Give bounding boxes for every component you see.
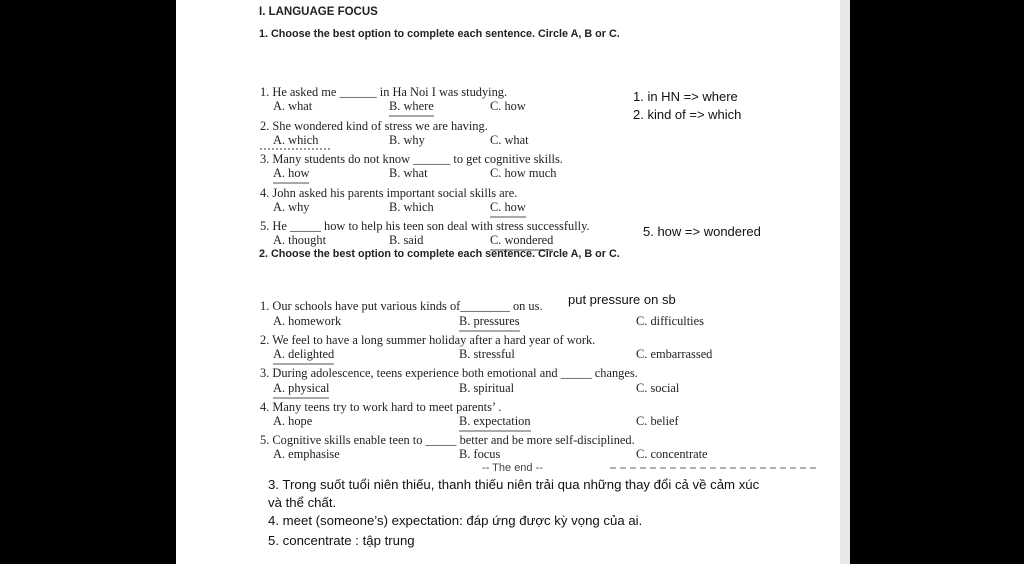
note-translation-3-cont: và thể chất. [268, 495, 337, 510]
p2-q1-opt-c: C. difficulties [636, 314, 704, 328]
note-expectation: 4. meet (someone’s) expectation: đáp ứng được kỳ vọng của ai. [268, 513, 643, 528]
note-q1: 1. in HN => where [633, 89, 738, 104]
p2-q5-sentence: 5. Cognitive skills enable teen to _____ better and be more self-disciplined. [260, 433, 635, 447]
p1-q2-opt-a: A. which [273, 133, 319, 147]
p2-q1-opt-b: B. pressures [459, 314, 520, 332]
p1-q5-opt-c: C. wondered [490, 233, 553, 251]
p2-q2-opt-c: C. embarrassed [636, 347, 713, 361]
p1-q2-opt-b: B. why [389, 133, 425, 147]
p2-q3-opt-c: C. social [636, 381, 680, 395]
p1-q3-opt-c: C. how much [490, 166, 557, 180]
scribble-line [610, 467, 816, 469]
p1-q2-sentence: 2. She wondered kind of stress we are having. [260, 119, 488, 133]
p1-q5-opt-a: A. thought [273, 233, 327, 247]
p1-q3-sentence: 3. Many students do not know ______ to get cognitive skills. [260, 152, 563, 166]
end-marker: -- The end -- [482, 462, 543, 474]
p1-q5-opt-b: B. said [389, 233, 424, 247]
p2-q5-opt-b: B. focus [459, 447, 501, 461]
p1-q1-opt-a: A. what [273, 99, 313, 113]
p2-q3-opt-a: A. physical [273, 381, 329, 399]
part2-heading: 2. Choose the best option to complete each sentence. Circle A, B or C. [259, 248, 620, 260]
p1-q2-opt-c: C. what [490, 133, 529, 147]
p2-q2-sentence: 2. We feel to have a long summer holiday after a hard year of work. [260, 333, 596, 347]
p1-q4-opt-a: A. why [273, 200, 310, 214]
p2-q4-opt-b: B. expectation [459, 414, 531, 432]
p1-q1-opt-c: C. how [490, 99, 526, 113]
p2-q2-opt-a: A. delighted [273, 347, 334, 365]
note-translation-3: 3. Trong suốt tuổi niên thiếu, thanh thiếu niên trải qua những thay đổi cả về cảm xúc [268, 477, 760, 492]
underline-mark [260, 148, 330, 150]
p1-q3-opt-b: B. what [389, 166, 428, 180]
p2-q5-opt-c: C. concentrate [636, 447, 708, 461]
p1-q3-opt-a: A. how [273, 166, 309, 184]
p2-q1-sentence: 1. Our schools have put various kinds of________ on us. [260, 299, 543, 313]
p2-q4-opt-a: A. hope [273, 414, 313, 428]
p1-q1-sentence: 1. He asked me ______ in Ha Noi I was studying. [260, 85, 508, 99]
p2-q4-opt-c: C. belief [636, 414, 679, 428]
p1-q4-sentence: 4. John asked his parents important social skills are. [260, 186, 518, 200]
p1-q4-opt-c: C. how [490, 200, 526, 218]
part1-heading: 1. Choose the best option to complete each sentence. Circle A, B or C. [259, 28, 620, 40]
p1-q5-sentence: 5. He _____ how to help his teen son deal with stress successfully. [260, 219, 590, 233]
p2-q2-opt-b: B. stressful [459, 347, 515, 361]
p2-q3-sentence: 3. During adolescence, teens experience both emotional and _____ changes. [260, 366, 638, 380]
note-pressure: put pressure on sb [568, 292, 676, 307]
p1-q4-opt-b: B. which [389, 200, 434, 214]
note-q5: 5. how => wondered [643, 224, 761, 239]
p2-q1-opt-a: A. homework [273, 314, 342, 328]
worksheet-page [176, 0, 840, 564]
p2-q3-opt-b: B. spiritual [459, 381, 515, 395]
section-title: I. LANGUAGE FOCUS [259, 6, 378, 18]
note-q2: 2. kind of => which [633, 107, 742, 122]
note-concentrate: 5. concentrate : tập trung [268, 533, 415, 548]
p1-q1-opt-b: B. where [389, 99, 434, 117]
scroll-track[interactable] [840, 0, 850, 564]
p2-q5-opt-a: A. emphasise [273, 447, 340, 461]
p2-q4-sentence: 4. Many teens try to work hard to meet parents’ . [260, 400, 502, 414]
